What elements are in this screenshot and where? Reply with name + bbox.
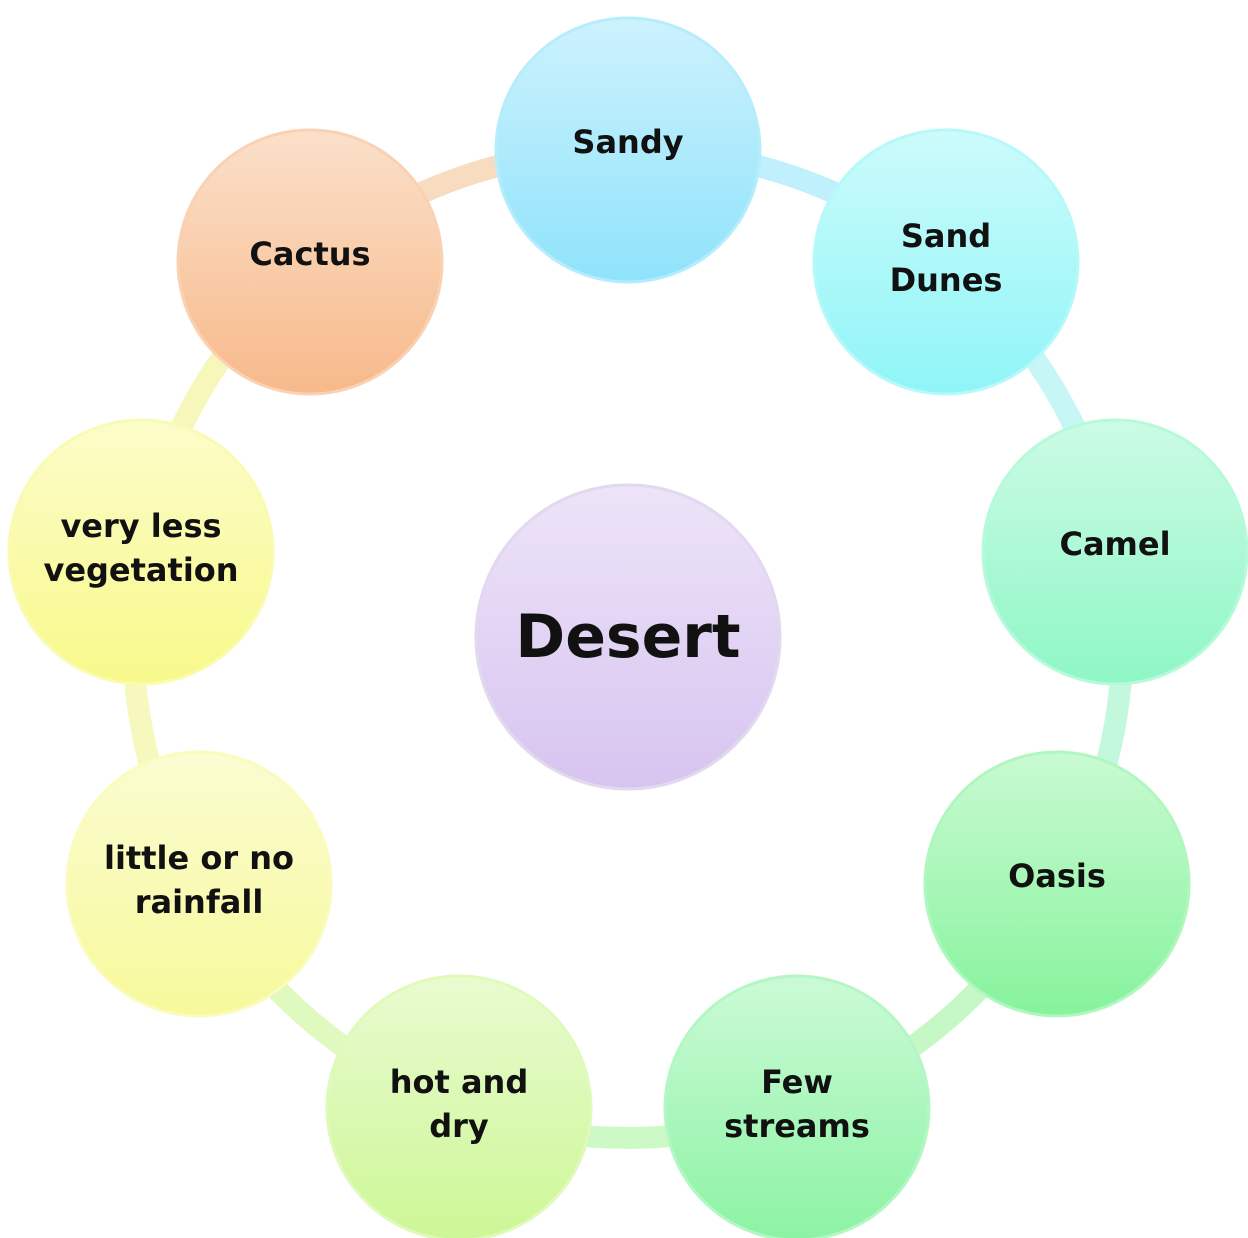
node-little-or-no-rainfall <box>67 752 331 1016</box>
node-label: rainfall <box>134 883 264 921</box>
node-oasis <box>925 752 1189 1016</box>
node-label: Oasis <box>1008 857 1106 895</box>
node-very-less-vegetation <box>9 420 273 684</box>
node-label: dry <box>429 1107 489 1145</box>
node-label: Sand <box>900 217 992 255</box>
node-cactus <box>178 130 442 394</box>
node-label: Camel <box>1059 525 1171 563</box>
node-label: little or no <box>103 839 295 877</box>
node-few-streams <box>665 976 929 1238</box>
node-hot-and-dry <box>327 976 591 1238</box>
node-label: Sandy <box>572 123 684 161</box>
node-sand-dunes <box>814 130 1078 394</box>
node-label: Dunes <box>889 261 1003 299</box>
center-node <box>476 485 780 789</box>
center-label: Desert <box>515 602 741 672</box>
node-label: streams <box>724 1107 870 1145</box>
node-label: vegetation <box>43 551 239 589</box>
node-label: Few <box>761 1063 833 1101</box>
node-label: hot and <box>389 1063 529 1101</box>
node-sandy <box>496 18 760 282</box>
node-label: very less <box>60 507 222 545</box>
node-camel <box>983 420 1247 684</box>
node-label: Cactus <box>249 235 371 273</box>
